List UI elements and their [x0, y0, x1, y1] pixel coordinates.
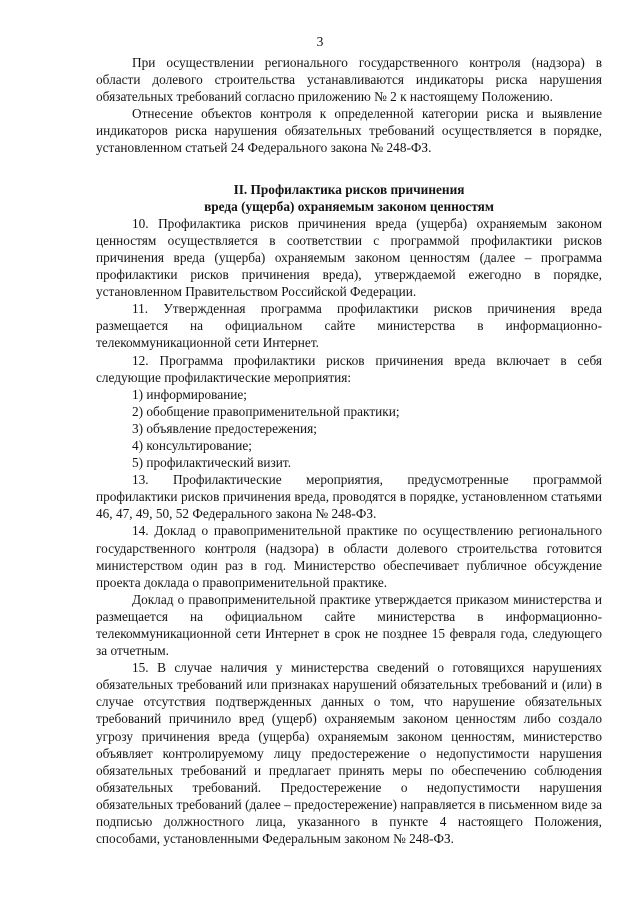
paragraph-13: 13. Профилактические мероприятия, предусмотренные программой профилактики рисков причинения вреда, проводятся в порядке, установленном статьями 46, 47, 49, 50, 52 Федерального закона № 248-ФЗ.	[96, 472, 602, 522]
paragraph-risk-category-assignment: Отнесение объектов контроля к определенной категории риска и выявление индикаторов риска нарушения обязательных требований осуществляется в порядке, установленном статьей 24 Федерального закона № 248-ФЗ.	[96, 106, 602, 156]
paragraph-report-approval: Доклад о правоприменительной практике утверждается приказом министерства и размещается на официальном сайте министерства в информационно-телекоммуникационной сети Интернет в срок не позднее 15 февраля года, следующего за отчетным.	[96, 591, 602, 659]
paragraph-14: 14. Доклад о правоприменительной практике по осуществлению регионального государственного контроля (надзора) в области долевого строительства готовится министерством один раз в год. Министерство обеспечивает публичное обсуждение проекта доклада о правоприменительной практике.	[96, 523, 602, 590]
section-spacer	[96, 157, 602, 165]
section-heading-line-1: II. Профилактика рисков причинения	[233, 181, 465, 197]
list-item-generalization: 2) обобщение правоприменительной практики;	[132, 403, 400, 419]
list-item-informing: 1) информирование;	[132, 386, 248, 402]
document-body	[96, 54, 602, 847]
paragraph-10: 10. Профилактика рисков причинения вреда (ущерба) охраняемым законом ценностям осуществляется в соответствии с программой профилактики рисков причинения вреда (ущерба) охраняемым законом ценностям (далее – программа профилактики рисков причинения вреда), утверждаемой ежегодно в порядке, установленном Правительством Российской Федерации.	[96, 215, 602, 300]
page-number: 3	[316, 34, 324, 49]
paragraph-15: 15. В случае наличия у министерства сведений о готовящихся нарушениях обязательных требований или признаках нарушений обязательных требований и (или) в случае отсутствия подтвержденных данных о том, что нарушение обязательных требований причинило вред (ущерб) охраняемым законом ценностям либо создало угрозу причинения вреда (ущерба) охраняемым законом ценностям, министерство объявляет контролируемому лицу предостережение о недопустимости нарушения обязательных требований и предлагает принять меры по обеспечению соблюдения обязательных требований. Предостережение о недопустимости нарушения обязательных требований (далее – предостережение) направляется в письменном виде за подписью должностного лица, указанного в пункте 4 настоящего Положения, способами, установленными Федеральным законом № 248-ФЗ.	[96, 660, 602, 847]
paragraph-12: 12. Программа профилактики рисков причинения вреда включает в себя следующие профилактические мероприятия:	[96, 352, 602, 385]
section-heading-line-2: вреда (ущерба) охраняемым законом ценностям	[204, 198, 494, 214]
paragraph-regional-control-indicators: При осуществлении регионального государственного контроля (надзора) в области долевого строительства устанавливаются индикаторы риска нарушения обязательных требований согласно приложению № 2 к настоящему Положению.	[96, 55, 602, 105]
list-item-consulting: 4) консультирование;	[132, 437, 252, 453]
list-item-warning: 3) объявление предостережения;	[132, 420, 317, 436]
paragraph-11: 11. Утвержденная программа профилактики рисков причинения вреда размещается на официальном сайте министерства в информационно-телекоммуникационной сети Интернет.	[96, 301, 602, 351]
section-heading	[96, 181, 602, 215]
list-item-preventive-visit: 5) профилактический визит.	[132, 455, 292, 471]
